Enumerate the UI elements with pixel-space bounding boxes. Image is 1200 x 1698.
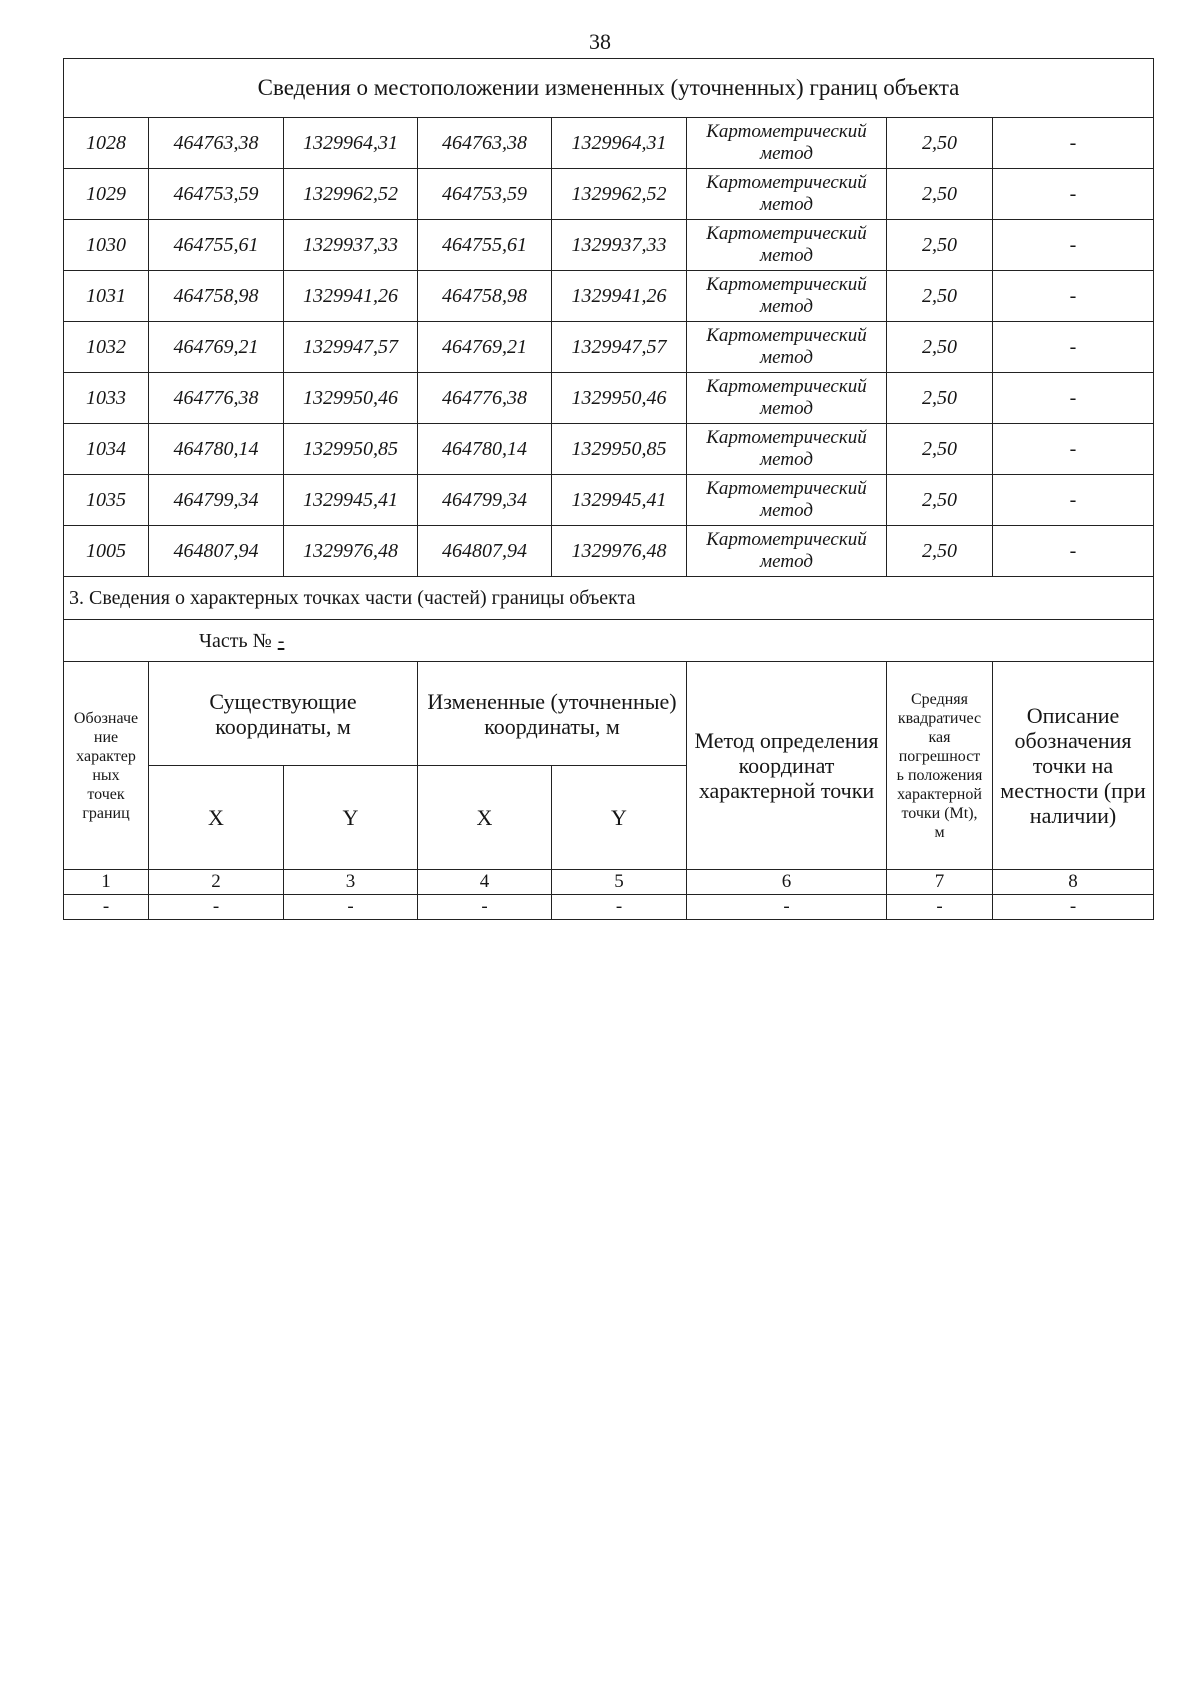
- cell-changed-x: 464755,61: [418, 220, 552, 271]
- header-row: [64, 662, 1154, 766]
- cell-description: -: [993, 475, 1154, 526]
- cell-changed-y: 1329962,52: [552, 169, 687, 220]
- cell-method: Картометрический метод: [687, 475, 887, 526]
- boundary-points-table: [63, 58, 1154, 920]
- table-title: Сведения о местоположении измененных (уточненных) границ объекта: [64, 59, 1154, 118]
- column-number: 8: [993, 870, 1154, 895]
- cell-existing-x: -: [149, 895, 284, 920]
- cell-existing-x: 464758,98: [149, 271, 284, 322]
- header-changed-coordinates: Измененные (уточненные) координаты, м: [418, 662, 687, 766]
- cell-description: -: [993, 118, 1154, 169]
- cell-description: -: [993, 271, 1154, 322]
- cell-changed-x: 464776,38: [418, 373, 552, 424]
- boundary-point-row: [64, 322, 1154, 373]
- part-number: -: [277, 629, 285, 652]
- cell-point-number: 1005: [64, 526, 149, 577]
- header-method: Метод определения координат характерной точки: [687, 662, 887, 870]
- cell-accuracy: 2,50: [887, 322, 993, 373]
- cell-changed-y: 1329964,31: [552, 118, 687, 169]
- cell-existing-y: 1329950,85: [284, 424, 418, 475]
- cell-existing-x: 464753,59: [149, 169, 284, 220]
- header-description: Описание обозначения точки на местности (при наличии): [993, 662, 1154, 870]
- cell-changed-y: -: [552, 895, 687, 920]
- column-number: 4: [418, 870, 552, 895]
- cell-changed-x: -: [418, 895, 552, 920]
- cell-existing-y: 1329950,46: [284, 373, 418, 424]
- cell-changed-y: 1329945,41: [552, 475, 687, 526]
- column-number: 5: [552, 870, 687, 895]
- header-point-designation: Обозначе ние характер ных точек границ: [64, 662, 149, 870]
- boundary-point-row: [64, 373, 1154, 424]
- cell-description: -: [993, 322, 1154, 373]
- cell-point-number: 1028: [64, 118, 149, 169]
- cell-description: -: [993, 424, 1154, 475]
- header-changed-y: Y: [552, 766, 687, 870]
- cell-point-number: 1031: [64, 271, 149, 322]
- cell-method: Картометрический метод: [687, 526, 887, 577]
- cell-existing-y: 1329976,48: [284, 526, 418, 577]
- part-label: Часть №: [199, 629, 272, 652]
- boundary-points-body: [64, 118, 1154, 577]
- boundary-point-row: [64, 271, 1154, 322]
- boundary-point-row: [64, 169, 1154, 220]
- cell-method: Картометрический метод: [687, 373, 887, 424]
- section-heading-row: [64, 577, 1154, 620]
- cell-changed-x: 464758,98: [418, 271, 552, 322]
- header-existing-y: Y: [284, 766, 418, 870]
- cell-existing-x: 464755,61: [149, 220, 284, 271]
- cell-method: Картометрический метод: [687, 424, 887, 475]
- cell-changed-y: 1329976,48: [552, 526, 687, 577]
- header-existing-x: X: [149, 766, 284, 870]
- cell-method: Картометрический метод: [687, 118, 887, 169]
- section-heading: 3. Сведения о характерных точках части (частей) границы объекта: [64, 577, 1154, 620]
- cell-existing-y: 1329964,31: [284, 118, 418, 169]
- cell-point-number: 1029: [64, 169, 149, 220]
- boundary-point-row: [64, 424, 1154, 475]
- cell-point-number: 1034: [64, 424, 149, 475]
- column-number: 7: [887, 870, 993, 895]
- cell-changed-x: 464807,94: [418, 526, 552, 577]
- cell-existing-y: -: [284, 895, 418, 920]
- cell-existing-y: 1329962,52: [284, 169, 418, 220]
- cell-existing-y: 1329941,26: [284, 271, 418, 322]
- cell-accuracy: 2,50: [887, 220, 993, 271]
- cell-existing-x: 464807,94: [149, 526, 284, 577]
- parts-section: [64, 577, 1154, 920]
- cell-existing-y: 1329947,57: [284, 322, 418, 373]
- column-number: 3: [284, 870, 418, 895]
- cell-accuracy: 2,50: [887, 118, 993, 169]
- cell-point-number: 1033: [64, 373, 149, 424]
- cell-existing-x: 464780,14: [149, 424, 284, 475]
- cell-description: -: [993, 526, 1154, 577]
- part-row: [64, 620, 1154, 662]
- cell-description: -: [993, 373, 1154, 424]
- table-row: [64, 895, 1154, 920]
- cell-point-number: 1035: [64, 475, 149, 526]
- cell-point-number: -: [64, 895, 149, 920]
- cell-accuracy: 2,50: [887, 271, 993, 322]
- column-number-row: [64, 870, 1154, 895]
- cell-method: Картометрический метод: [687, 220, 887, 271]
- cell-point-number: 1032: [64, 322, 149, 373]
- cell-existing-x: 464776,38: [149, 373, 284, 424]
- cell-existing-x: 464769,21: [149, 322, 284, 373]
- cell-changed-y: 1329950,46: [552, 373, 687, 424]
- table-title-section: [64, 59, 1154, 118]
- cell-existing-x: 464763,38: [149, 118, 284, 169]
- cell-changed-y: 1329941,26: [552, 271, 687, 322]
- cell-accuracy: 2,50: [887, 424, 993, 475]
- boundary-point-row: [64, 118, 1154, 169]
- cell-accuracy: 2,50: [887, 475, 993, 526]
- cell-accuracy: 2,50: [887, 373, 993, 424]
- cell-changed-y: 1329937,33: [552, 220, 687, 271]
- cell-changed-y: 1329950,85: [552, 424, 687, 475]
- cell-changed-x: 464769,21: [418, 322, 552, 373]
- cell-changed-x: 464799,34: [418, 475, 552, 526]
- title-row: [64, 59, 1154, 118]
- cell-accuracy: 2,50: [887, 526, 993, 577]
- part-cell: [64, 620, 1154, 662]
- cell-changed-x: 464763,38: [418, 118, 552, 169]
- cell-existing-y: 1329937,33: [284, 220, 418, 271]
- cell-description: -: [993, 895, 1154, 920]
- cell-changed-y: 1329947,57: [552, 322, 687, 373]
- column-number: 1: [64, 870, 149, 895]
- column-number: 2: [149, 870, 284, 895]
- header-accuracy: Средняя квадратичес кая погрешност ь положения характерной точки (Mt), м: [887, 662, 993, 870]
- boundary-point-row: [64, 475, 1154, 526]
- boundary-point-row: [64, 526, 1154, 577]
- cell-accuracy: 2,50: [887, 169, 993, 220]
- cell-existing-y: 1329945,41: [284, 475, 418, 526]
- cell-method: Картометрический метод: [687, 271, 887, 322]
- cell-method: Картометрический метод: [687, 322, 887, 373]
- cell-changed-x: 464753,59: [418, 169, 552, 220]
- cell-method: -: [687, 895, 887, 920]
- cell-existing-x: 464799,34: [149, 475, 284, 526]
- boundary-point-row: [64, 220, 1154, 271]
- column-number: 6: [687, 870, 887, 895]
- header-existing-coordinates: Существующие координаты, м: [149, 662, 418, 766]
- cell-accuracy: -: [887, 895, 993, 920]
- cell-method: Картометрический метод: [687, 169, 887, 220]
- cell-description: -: [993, 220, 1154, 271]
- cell-point-number: 1030: [64, 220, 149, 271]
- page-number: 38: [589, 29, 611, 54]
- cell-description: -: [993, 169, 1154, 220]
- header-changed-x: X: [418, 766, 552, 870]
- cell-changed-x: 464780,14: [418, 424, 552, 475]
